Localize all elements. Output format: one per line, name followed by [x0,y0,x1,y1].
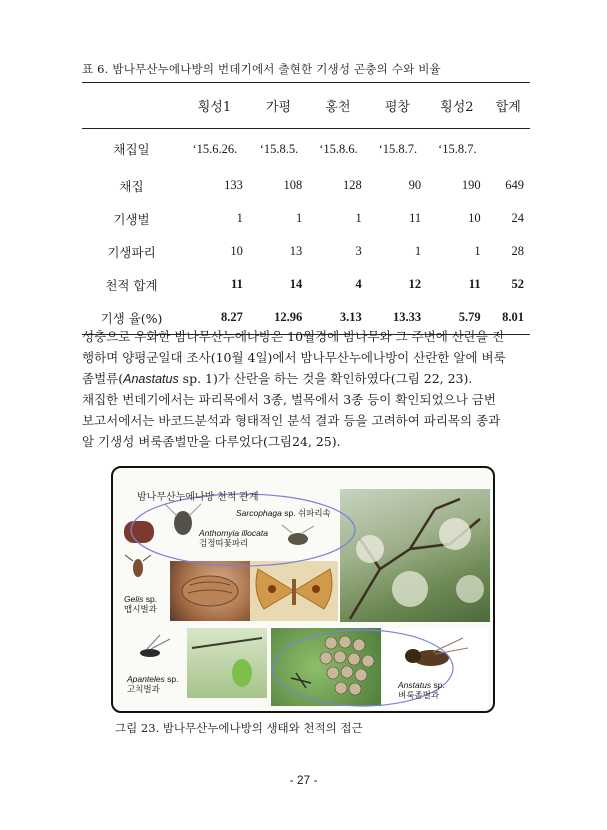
row-label: 기생 율(%) [100,310,163,326]
row-label: 기생벌 [113,211,150,227]
table-cell: 11 [409,211,422,225]
label-text: sp. [431,680,445,690]
table-cell: 1 [236,211,243,225]
table-row [82,202,530,235]
table-cell: 649 [505,178,524,192]
figure-title: 밤나무산누에나방 천적 관계 [137,492,259,503]
table-cell: 13 [289,244,303,258]
header-col: 평창 [384,100,410,115]
scientific-name: Anstatus [398,680,432,690]
header-col: 횡성1 [197,100,232,115]
table-cell: 28 [511,244,524,258]
table-cell: 1 [474,244,481,258]
header-col: 합계 [495,100,521,115]
table-cell: 14 [289,277,303,291]
parasitism-table [82,82,530,335]
table-cell: ‘15.8.6. [319,141,358,156]
table-cell: 12.96 [274,310,303,324]
table-cell: 8.27 [220,310,243,324]
table-cell: 108 [283,178,303,192]
header-col: 가평 [265,100,292,115]
scientific-name: Sarcophaga [236,508,282,518]
paragraph-line [82,368,530,390]
row-label: 천적 합계 [105,277,158,293]
label-text: 맵시벌과 [124,604,157,614]
figure-caption: 그림 23. 밤나무산누에나방의 생태와 천적의 접근 [115,721,363,735]
header-col: 횡성2 [440,100,474,115]
table-cell: 24 [511,211,524,225]
paragraph-line: 채집한 번데기에서는 파리목에서 3종, 벌목에서 3종 등이 확인되었으나 금번 [82,392,496,407]
table-cell: 1 [355,211,362,225]
paragraph-line: 행하며 양평군일대 조사(10월 4일)에서 밤나무산누에나방이 산란한 알에 벼룩 [82,350,506,365]
text-span: sp. 1)가 산란을 하는 것을 확인하였다(그림 22, 23). [178,371,473,386]
label-sarcophaga [236,508,331,518]
table-cell: 128 [342,178,362,192]
table-cell: 4 [355,277,362,291]
label-text: sp. 쉬파리속 [281,508,331,518]
label-text: sp. [164,674,179,684]
table-row [82,169,530,202]
table-cell: 12 [408,277,422,291]
row-label: 채집일 [113,142,150,157]
header-col: 홍천 [325,100,351,115]
table-cell: ‘15.8.5. [259,141,299,156]
table-cell [487,129,530,170]
paragraph-2 [82,389,530,452]
label-anstatus [398,680,445,700]
table-cell: 52 [511,277,524,291]
scientific-name: Anastatus [123,372,179,386]
table-cell: 1 [296,211,303,225]
table-cell: 3 [355,244,362,258]
text-span: 좀벌류( [82,371,124,386]
table-cell: 1 [414,244,422,258]
paragraph-line: 알 기생성 벼룩좀벌만을 다루었다(그림24, 25). [82,434,341,449]
table-caption: 표 6. 밤나무산누에나방의 번데기에서 출현한 기생성 곤충의 수와 비율 [82,62,441,76]
row-label: 기생파리 [107,244,156,260]
scientific-name: Gelis [124,594,144,604]
table-cell: 5.79 [458,310,481,324]
table-row [82,235,530,268]
table-cell: ‘15.8.7. [438,141,477,156]
table-cell: 90 [408,178,422,192]
label-text: 검정띠꽃파리 [199,538,249,548]
table-cell: 10 [468,211,481,225]
scientific-name: Apanteles [127,674,165,684]
paragraph-line: 성충으로 우화한 밤나무산누에나방은 10월경에 밤나무와 그 주변에 산란을 진 [82,329,505,344]
table-cell: 133 [224,178,243,192]
scientific-name: Anthomyia illocata [199,528,268,538]
label-gelis [124,594,157,614]
label-text: 고치벌과 [127,684,160,694]
table-cell: ‘15.8.7. [378,141,418,156]
table-row [82,129,530,170]
label-text: 벼룩좀벌과 [398,690,440,700]
table-cell: 13.33 [393,310,422,324]
paragraph-1 [82,326,530,390]
table-cell: 3.13 [339,310,362,324]
header-blank [82,83,180,129]
table-cell: 11 [231,277,243,291]
figure-23 [111,466,495,713]
table-cell: ‘15.6.26. [192,141,238,156]
table-header-row [82,83,530,129]
table-cell: 190 [461,178,481,192]
label-apanteles [127,674,179,694]
table-cell: 8.01 [502,310,524,324]
page-number: - 27 - [289,773,318,787]
label-text: sp. [143,594,158,604]
label-anthomyia [199,528,268,548]
table-cell: 10 [230,244,243,258]
table-row [82,268,530,301]
paragraph-line: 보고서에서는 바코드분석과 형태적인 분석 결과 등을 고려하여 파리목의 종과 [82,413,501,428]
table-cell: 11 [468,277,481,291]
row-label: 채집 [119,178,144,194]
